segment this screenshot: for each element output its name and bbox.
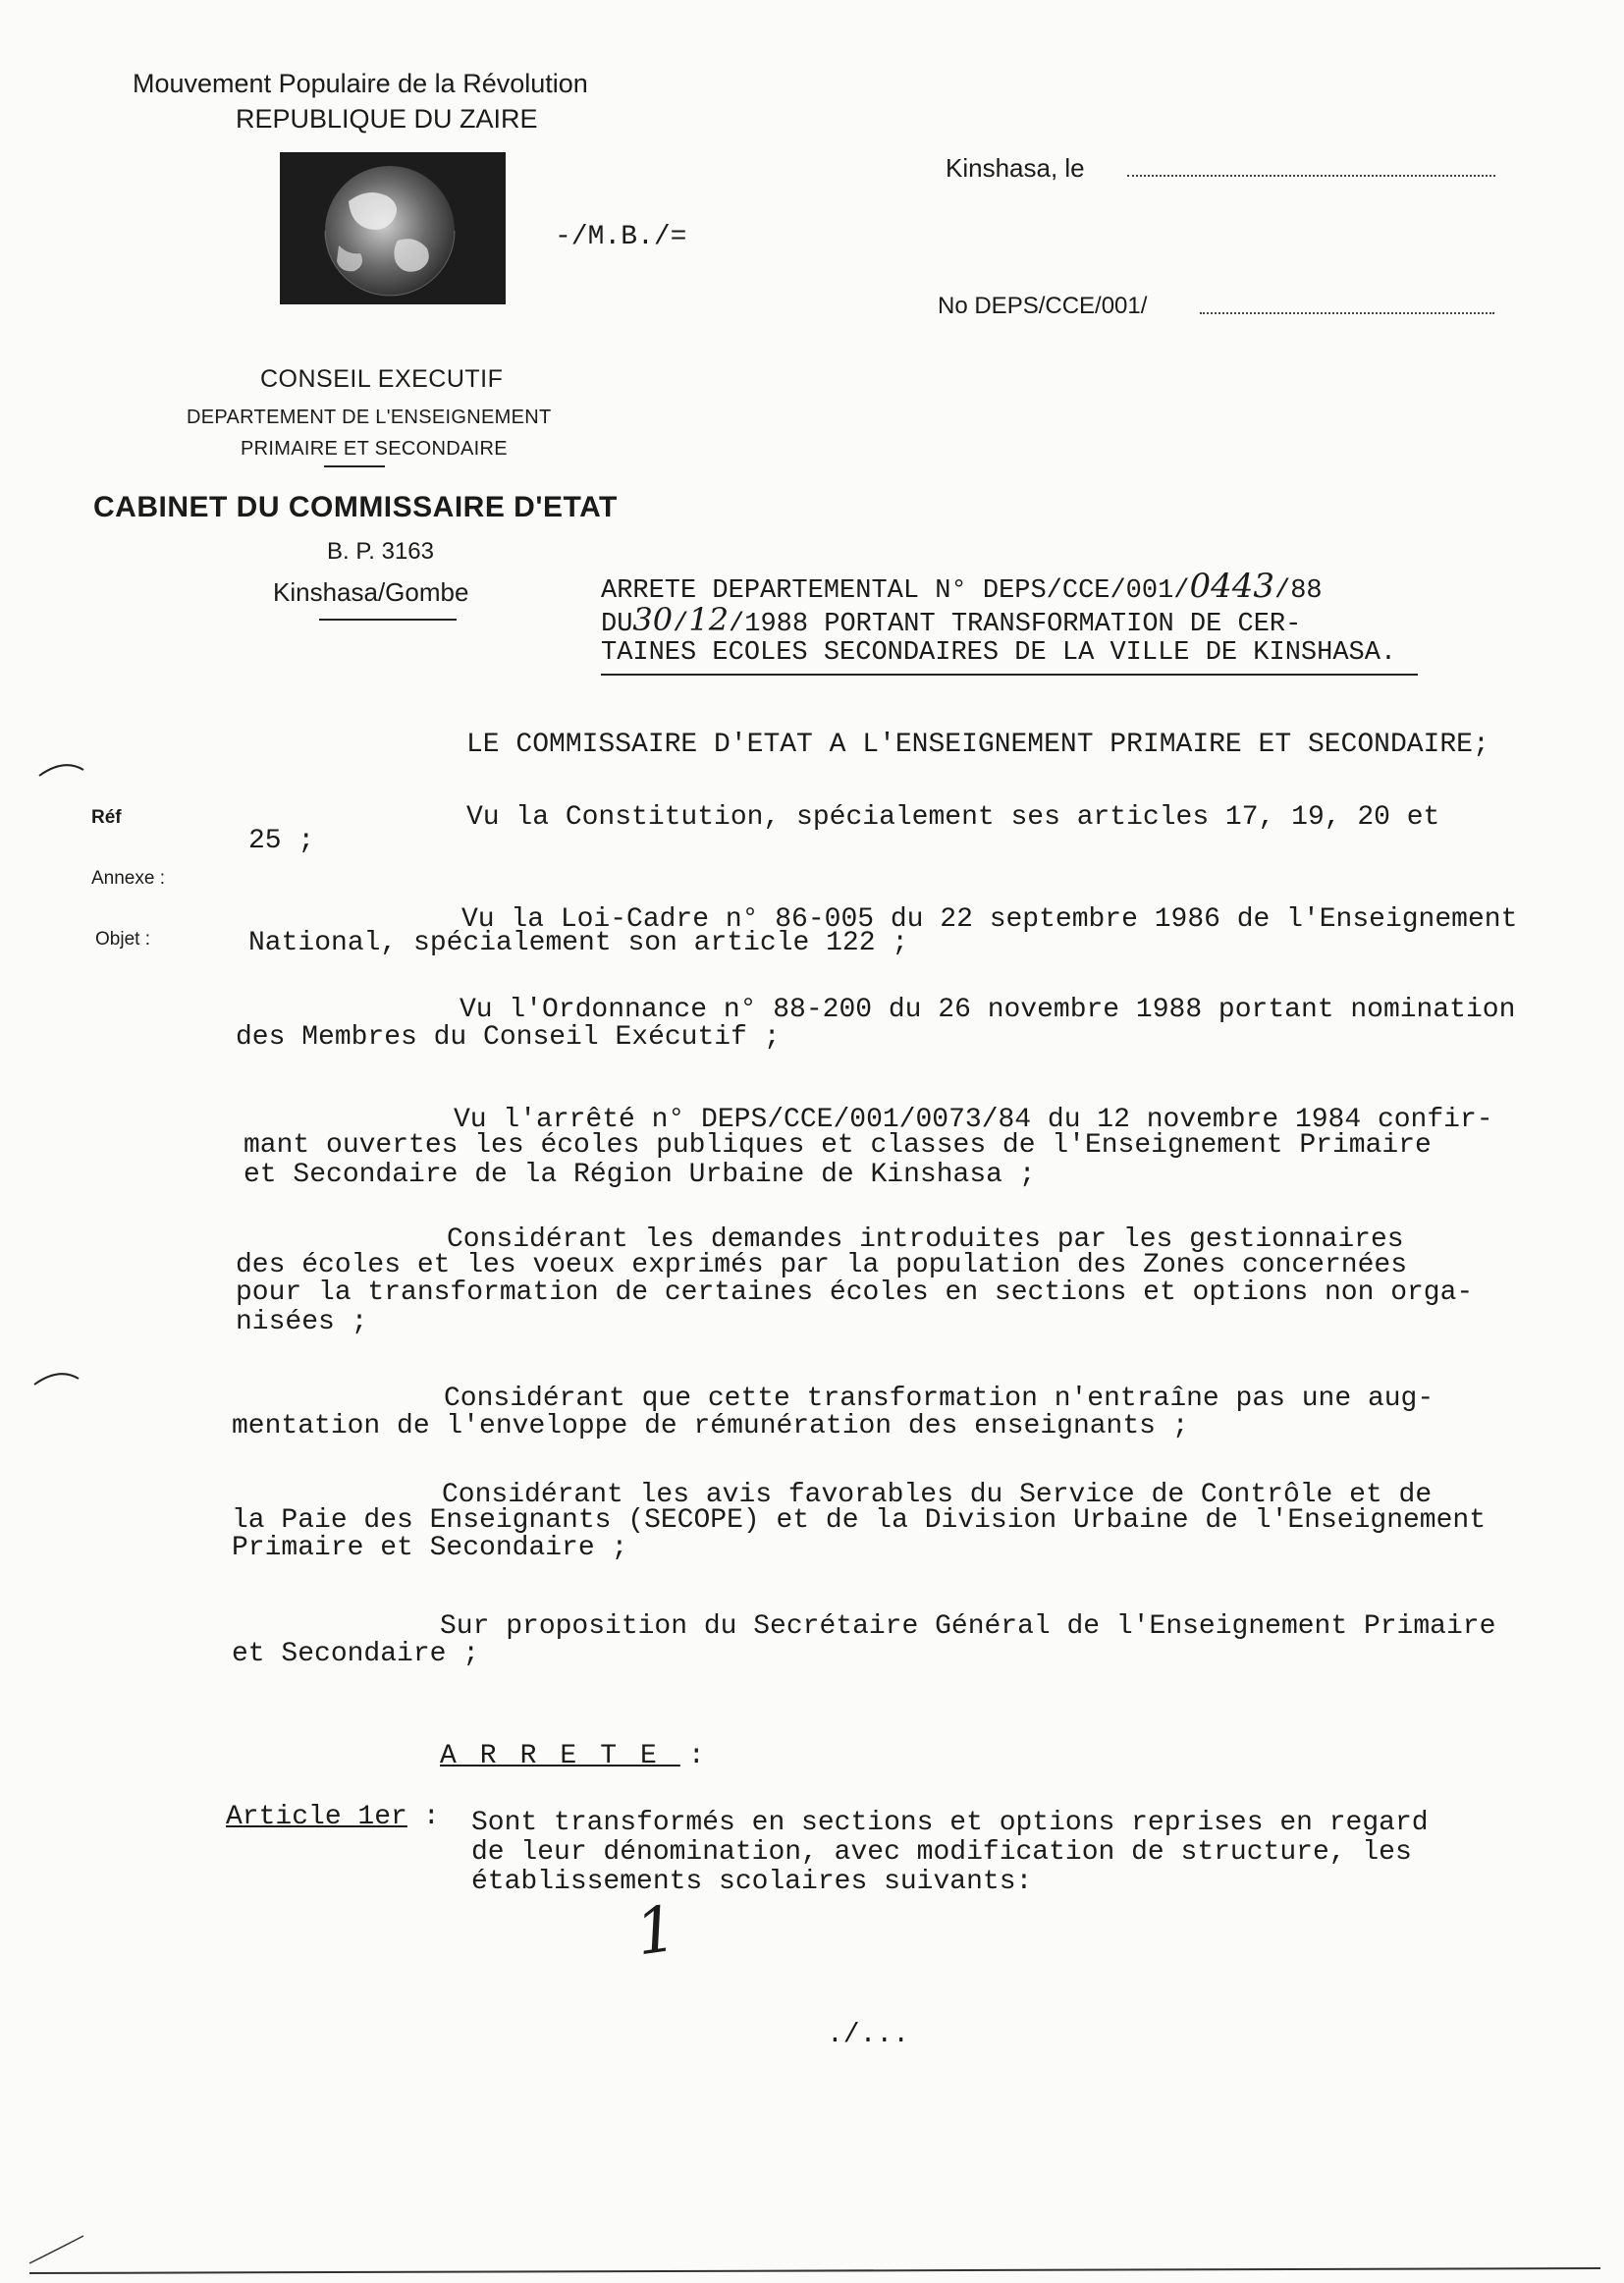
p2-line-1: Vu la Loi-Cadre n° 86-005 du 22 septembre 1986 de l'Enseignement (461, 904, 1518, 935)
p5-line-4: nisées ; (236, 1307, 368, 1337)
p5-line-1: Considérant les demandes introduites par les gestionnaires (447, 1224, 1404, 1255)
p1-line-1: Vu la Constitution, spécialement ses articles 17, 19, 20 et (466, 802, 1440, 833)
authority-line: LE COMMISSAIRE D'ETAT A L'ENSEIGNEMENT PRIMAIRE ET SECONDAIRE; (466, 730, 1489, 760)
handwritten-mark: 1 (631, 1892, 681, 1971)
mb-code: -/M.B./= (555, 222, 687, 252)
number-label: No DEPS/CCE/001/ (938, 293, 1148, 319)
article-line-1: Sont transformés en sections et options reprises en regard (471, 1808, 1429, 1838)
p5-line-3: pour la transformation de certaines écoles en sections et options non orga- (236, 1277, 1474, 1308)
article-line-3: établissements scolaires suivants: (471, 1867, 1033, 1897)
article-label: Article 1er (226, 1802, 407, 1832)
city-line: Kinshasa/Gombe (273, 577, 469, 607)
bp-line: B. P. 3163 (327, 538, 434, 565)
title-prefix: ARRETE DEPARTEMENTAL N° DEPS/CCE/001/ (601, 576, 1190, 606)
date-separator: / (673, 610, 689, 639)
ref-label: Réf (91, 807, 122, 828)
title-du: DU (601, 610, 633, 639)
annexe-label: Annexe : (91, 868, 165, 889)
republic-line: REPUBLIQUE DU ZAIRE (236, 104, 538, 134)
p5-line-2: des écoles et les voeux exprimés par la population des Zones concernées (236, 1250, 1407, 1280)
place-date-label: Kinshasa, le (946, 153, 1085, 183)
p7-line-3: Primaire et Secondaire ; (232, 1533, 628, 1563)
title-rest: /1988 PORTANT TRANSFORMATION DE CER- (729, 610, 1302, 639)
p2-line-2: National, spécialement son article 122 ; (248, 928, 909, 958)
arrete-colon: : (687, 1741, 705, 1771)
department-line-1: DEPARTEMENT DE L'ENSEIGNEMENT (187, 407, 552, 428)
handwritten-decree-number: 0443 (1189, 567, 1275, 606)
p1-line-2: 25 ; (248, 826, 315, 856)
council-line: CONSEIL EXECUTIF (260, 365, 504, 393)
objet-label: Objet : (95, 929, 150, 950)
article-line-2: de leur dénomination, avec modification de structure, les (471, 1837, 1412, 1868)
p6-line-2: mentation de l'enveloppe de rémunération des enseignants ; (232, 1411, 1189, 1441)
p4-line-3: et Secondaire de la Région Urbaine de Kinshasa ; (244, 1160, 1036, 1190)
p8-line-2: et Secondaire ; (232, 1639, 480, 1669)
p4-line-2: mant ouvertes les écoles publiques et classes de l'Enseignement Primaire (244, 1130, 1432, 1161)
article-colon: : (422, 1802, 440, 1832)
p3-line-2: des Membres du Conseil Exécutif ; (236, 1022, 781, 1053)
handwritten-day: 30 (632, 601, 674, 638)
continuation-mark: ./... (827, 2020, 910, 2050)
title-year: /88 (1274, 576, 1323, 606)
department-line-2: PRIMAIRE ET SECONDAIRE (241, 438, 508, 460)
p3-line-1: Vu l'Ordonnance n° 88-200 du 26 novembre 1988 portant nomination (460, 995, 1516, 1025)
p4-line-1: Vu l'arrêté n° DEPS/CCE/001/0073/84 du 12 novembre 1984 confir- (454, 1105, 1493, 1135)
p7-line-2: la Paie des Enseignants (SECOPE) et de la Division Urbaine de l'Enseignement (232, 1505, 1487, 1536)
handwritten-month: 12 (688, 601, 730, 638)
cabinet-line: CABINET DU COMMISSAIRE D'ETAT (93, 491, 618, 523)
arrete-heading: ARRETE (440, 1741, 680, 1771)
p8-line-1: Sur proposition du Secrétaire Général de l'Enseignement Primaire (440, 1611, 1496, 1642)
p6-line-1: Considérant que cette transformation n'entraîne pas une aug- (444, 1384, 1435, 1414)
p7-line-1: Considérant les avis favorables du Service de Contrôle et de (442, 1480, 1433, 1510)
title-line-3: TAINES ECOLES SECONDAIRES DE LA VILLE DE KINSHASA. (601, 638, 1397, 668)
movement-line: Mouvement Populaire de la Révolution (133, 69, 588, 98)
